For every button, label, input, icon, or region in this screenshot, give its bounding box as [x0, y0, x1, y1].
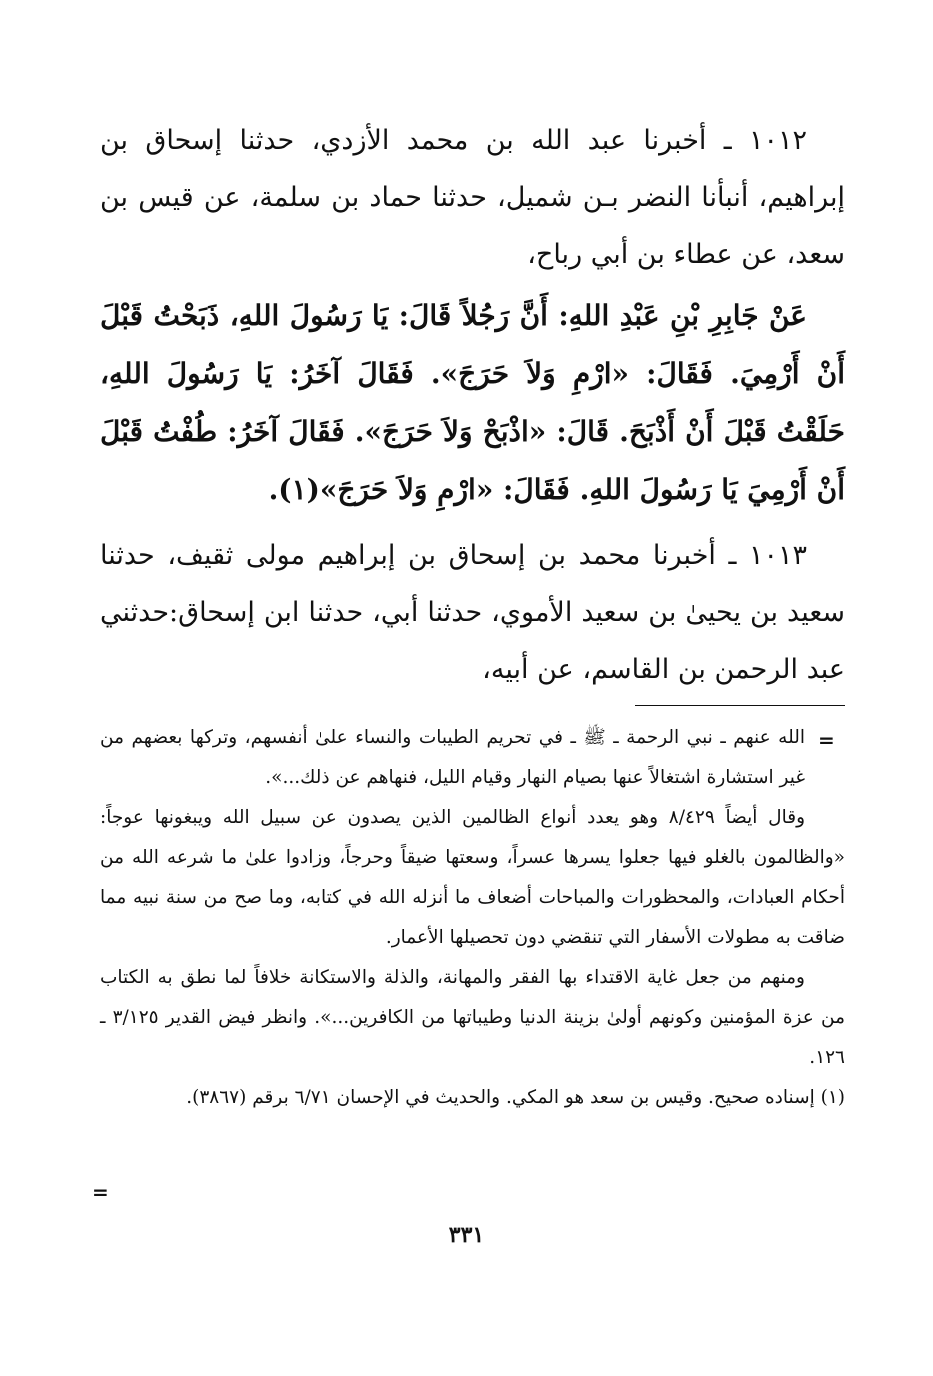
- page-number: ٣٣١: [448, 1222, 485, 1248]
- main-text: [100, 112, 845, 698]
- footnote-1: (١) إسناده صحيح. وقيس بن سعد هو المكي. والحديث في الإحسان ٦/٧١ برقم (٣٨٦٧).: [186, 1087, 845, 1108]
- footnotes: [100, 718, 845, 1118]
- hadith-1012-chain: ١٠١٢ ـ أخبرنا عبد الله بن محمد الأزدي، حدثنا إسحاق بن إبراهيم، أنبأنا النضر بـن شميل، حدثنا حماد بن سلمة، عن قيس بن سعد، عن عطاء بن أبي رباح،: [100, 125, 845, 270]
- footnote-separator: [635, 705, 845, 706]
- footnote-continuation: الله عنهم ـ نبي الرحمة ـ ﷺ ـ في تحريم الطيبات والنساء علىٰ أنفسهم، وتركها بعضهم من غير استشارة اشتغالاً عنها بصيام النهار وقيام الليل، فنهاهم عن ذلك...».: [100, 727, 805, 788]
- hadith-text: عَنْ جَابِرِ بْنِ عَبْدِ اللهِ: أَنَّ رَجُلاً قَالَ: يَا رَسُولَ اللهِ، ذَبَحْتُ قَبْلَ أَنْ أَرْمِيَ. فَقَالَ: «ارْمِ وَلاَ حَرَجَ». فَقَالَ آخَرُ: يَا رَسُولَ اللهِ، حَلَقْتُ قَبْلَ أَنْ أَذْبَحَ. قَالَ: «اذْبَحْ وَلاَ حَرَجَ». فَقَالَ آخَرُ: طُفْتُ قَبْلَ أَنْ أَرْمِيَ يَا رَسُولَ اللهِ. فَقَالَ: «ارْمِ وَلاَ حَرَجَ»(١).: [100, 299, 845, 506]
- footnote-quote-2: ومنهم من جعل غاية الاقتداء بها الفقر والمهانة، والذلة والاستكانة خلافاً لما نطق به الكتاب من عزة المؤمنين وكونهم أولىٰ بزينة الدنيا وطيباتها من الكافرين...». وانظر فيض القدير ٣/١٢٥ ـ ١٢٦.: [100, 967, 845, 1068]
- footnote-quote-1: وقال أيضاً ٨/٤٢٩ وهو يعدد أنواع الظالمين الذين يصدون عن سبيل الله ويبغونها عوجاً: «والظالمون بالغلو فيها جعلوا يسرها عسراً، وسعتها ضيقاً وحرجاً، وزادوا علىٰ ما شرعه الله من أحكام العبادات، والمحظورات والمباحات أضعاف ما أنزله الله في كتابه، وما صح من سنة نبيه مما ضاقت به مطولات الأسفار التي تنقضي دون تحصيلها الأعمار.: [100, 807, 845, 948]
- hadith-1013-chain: ١٠١٣ ـ أخبرنا محمد بن إسحاق بن إبراهيم مولى ثقيف، حدثنا سعيد بن يحيىٰ بن سعيد الأموي، حدثنا أبي، حدثنا ابن إسحاق:حدثني عبد الرحمن بن القاسم، عن أبيه،: [100, 540, 846, 685]
- continuation-mark-top: =: [818, 728, 835, 752]
- continuation-mark-bottom: =: [92, 1180, 109, 1204]
